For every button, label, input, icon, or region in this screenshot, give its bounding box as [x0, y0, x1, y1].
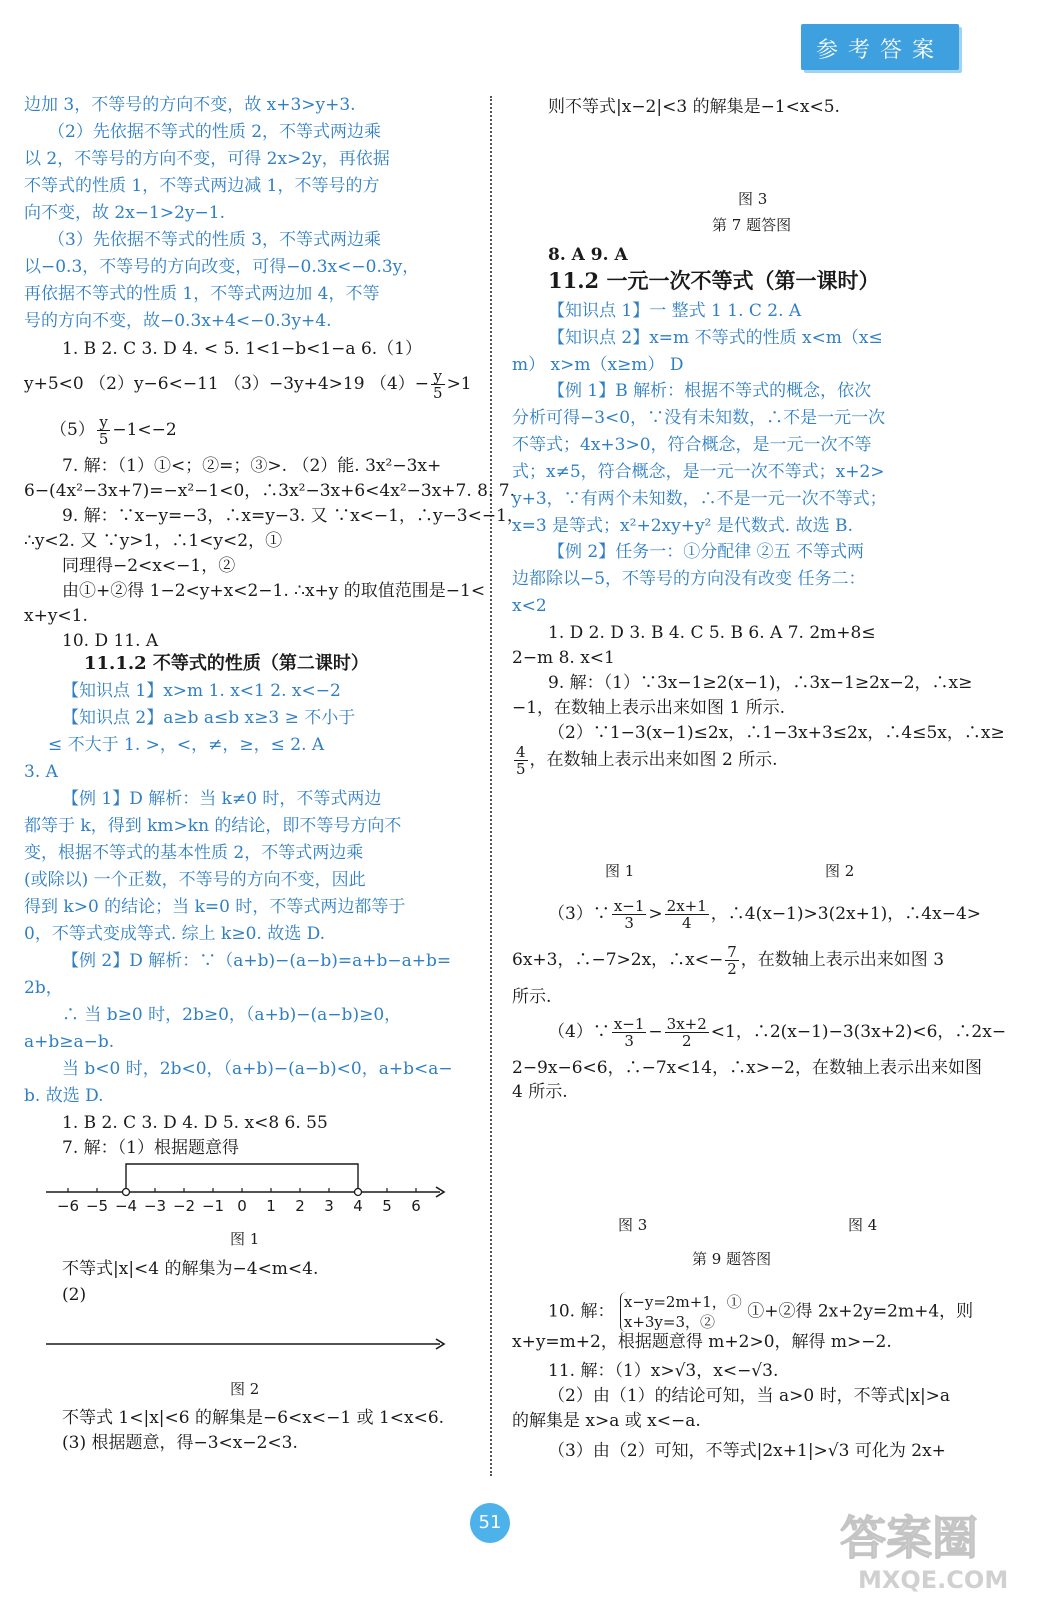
answer-line: 9. 解：（1）∵3x−1≥2(x−1)，∴3x−1≥2x−2，∴x≥: [548, 673, 973, 693]
figure-caption: 第 7 题答图: [712, 216, 792, 234]
text-line: 0，不等式变成等式. 综上 k≥0. 故选 D.: [24, 924, 326, 944]
text-line: 边都除以−5，不等号的方向没有改变 任务二：: [512, 569, 866, 589]
fraction: $\frac{x-1}{3}$: [613, 1015, 645, 1050]
answer-line: 2−9x−6<6，∴−7x<14，∴x>−2，在数轴上表示出来如图: [512, 1058, 982, 1078]
number-line: [552, 118, 952, 180]
tick-label: −3: [143, 1197, 167, 1215]
section-heading: 11.2 一元一次不等式（第一课时）: [548, 268, 880, 293]
number-line: [520, 790, 720, 860]
answer-line: 8. A 9. A: [548, 245, 628, 265]
text-line: 号的方向不变，故−0.3x+4<−0.3y+4.: [24, 311, 332, 331]
answer-line: 10. D 11. A: [62, 631, 159, 651]
tick-label: 6: [411, 1197, 421, 1215]
tick-label: 2: [295, 1197, 305, 1215]
section-heading: 11.1.2 不等式的性质（第二课时）: [84, 653, 369, 674]
text-line: 以−0.3，不等号的方向改变，可得−0.3x<−0.3y，: [24, 257, 420, 277]
number-line-9-1: [520, 790, 720, 860]
text-line: x<2: [512, 596, 547, 616]
tick-label-group: [295, 1197, 305, 1215]
figure-caption: 图 1: [230, 1230, 260, 1248]
tick-label: −5: [85, 1197, 109, 1215]
answer-line: 7. 解：（1）根据题意得: [62, 1138, 239, 1158]
answer-line: 由①+②得 1−2<y+x<2−1. ∴x+y 的取值范围是−1<: [62, 581, 486, 601]
column-divider: [490, 96, 492, 1476]
tick-label-group: [237, 1197, 247, 1215]
answer-line: 同理得−2<x<−1，②: [62, 556, 236, 576]
open-dot: [123, 1189, 130, 1196]
fraction: $\frac{2x+1}{4}$: [666, 897, 707, 932]
answer-line: −1，在数轴上表示出来如图 1 所示.: [512, 698, 786, 718]
answer-line: （3）由（2）可知，不等式|2x+1|>√3 可化为 2x+: [548, 1441, 946, 1461]
text-line: 不等式的性质 1，不等式两边减 1，不等号的方: [24, 176, 380, 196]
tick-label: −1: [201, 1197, 225, 1215]
tick-label: 0: [237, 1197, 247, 1215]
answer-line: 1. D 2. D 3. B 4. C 5. B 6. A 7. 2m+8≤: [548, 623, 876, 643]
text-line: 【知识点 1】x>m 1. x<1 2. x<−2: [62, 681, 341, 701]
fraction: $\frac{4}{5}$: [516, 743, 526, 778]
text-line: 2b，: [24, 978, 63, 998]
fraction: $\frac{y}{5}$: [98, 413, 109, 448]
tick-label-group: [144, 1197, 166, 1215]
tick-label-group: [324, 1197, 334, 1215]
watermark-logo: [830, 1496, 1030, 1596]
number-line-figure-1: [46, 1160, 446, 1220]
text-line: 【知识点 2】a≥b a≤b x≥3 ≥ 不小于: [62, 708, 356, 728]
answer-line: x+y<1.: [24, 606, 88, 626]
figure-caption: 图 4: [848, 1216, 878, 1234]
answer-line: (3) 根据题意，得−3<x−2<3.: [62, 1433, 298, 1453]
answer-line: 则不等式|x−2|<3 的解集是−1<x<5.: [548, 97, 840, 117]
number-line-figure-3: [552, 118, 952, 180]
number-line-9-4: [768, 1146, 948, 1206]
text-line: 分析可得−3<0，∵没有未知数，∴不是一元一次: [512, 408, 886, 428]
tick-label-group: [353, 1197, 363, 1215]
answer-line: 6−(4x²−3x+7)=−x²−1<0，∴3x²−3x+6<4x²−3x+7. 8. 7.: [24, 481, 516, 501]
answer-line: （4）∵ $\frac{x-1}{3}$ − $\frac{3x+2}{2}$ <1，∴2(x−1)−3(3x+2)<6，∴2x−: [548, 1015, 1007, 1050]
answer-line: （3）∵ $\frac{x-1}{3}$ > $\frac{2x+1}{4}$ ，∴4(x−1)>3(2x+1)，∴4x−4>: [548, 897, 982, 932]
answer-line: 的解集是 x>a 或 x<−a.: [512, 1411, 701, 1431]
answer-line: (2): [62, 1285, 87, 1305]
tick-label-group: [115, 1197, 137, 1215]
svg-text:答案圈: 答案圈: [840, 1511, 978, 1565]
answer-line: 2−m 8. x<1: [512, 648, 615, 668]
tick-label-group: [411, 1197, 421, 1215]
text-line: 向不变，故 2x−1>2y−1.: [24, 203, 225, 223]
text-line: 得到 k>0 的结论；当 k=0 时，不等式两边都等于: [24, 897, 406, 917]
answer-line: （5） $\frac{y}{5}$ −1<−2: [50, 413, 177, 448]
answer-line: 不等式|x|<4 的解集为−4<m<4.: [62, 1259, 319, 1279]
answer-line: 6x+3，∴−7>2x，∴x<− $\frac{7}{2}$ ，在数轴上表示出来如图 3: [512, 943, 945, 978]
tick-label-group: [202, 1197, 224, 1215]
answer-line: 1. B 2. C 3. D 4. < 5. 1<1−b<1−a 6.（1）: [62, 339, 422, 359]
figure-caption: 图 2: [825, 862, 855, 880]
text-line: x=3 是等式；x²+2xy+y² 是代数式. 故选 B.: [512, 516, 853, 536]
text-line: 【知识点 2】x=m 不等式的性质 x<m（x≤: [548, 328, 883, 348]
text-line: 再依据不等式的性质 1，不等式两边加 4，不等: [24, 284, 380, 304]
number-line: [46, 1160, 446, 1220]
number-line-9-2: [740, 784, 940, 860]
tick-label: −6: [56, 1197, 80, 1215]
answer-line: 9. 解：∵x−y=−3，∴x=y−3. 又 ∵x<−1，∴y−3<−1，: [62, 506, 524, 526]
text-line: 都等于 k，得到 km>kn 的结论，即不等号方向不: [24, 816, 402, 836]
figure-caption: 图 1: [605, 862, 635, 880]
text-line: 边加 3，不等号的方向不变，故 x+3>y+3.: [24, 95, 356, 115]
answer-line: 7. 解：（1）①<；②=；③>. （2）能. 3x²−3x+: [62, 456, 442, 476]
number-line-9-3: [515, 1112, 765, 1204]
answer-line: 4 所示.: [512, 1082, 568, 1102]
fraction: $\frac{7}{2}$: [727, 943, 737, 978]
tick-label: 3: [324, 1197, 334, 1215]
number-line: [740, 784, 940, 860]
page-number: 51: [470, 1503, 510, 1543]
tick-label: 1: [266, 1197, 276, 1215]
text-line: 【例 1】D 解析：当 k≠0 时，不等式两边: [62, 789, 382, 809]
tick-label-group: [266, 1197, 276, 1215]
text-line: 【例 1】B 解析：根据不等式的概念，依次: [548, 381, 872, 401]
answer-line: $\frac{4}{5}$ ，在数轴上表示出来如图 2 所示.: [516, 743, 778, 778]
text-line: （2）先依据不等式的性质 2，不等式两边乘: [48, 122, 382, 142]
number-line: [515, 1112, 765, 1204]
fraction: $\frac{y}{5}$: [433, 367, 443, 402]
svg-text:MXQE.COM: MXQE.COM: [858, 1566, 1009, 1594]
fraction: $\frac{x-1}{3}$: [613, 897, 645, 932]
number-line: [46, 1312, 446, 1372]
text-line: m） x>m（x≥m） D: [512, 355, 684, 375]
figure-caption: 图 3: [738, 190, 768, 208]
text-line: 以 2，不等号的方向不变，可得 2x>2y，再依据: [24, 149, 390, 169]
answer-key-badge: 参考答案: [801, 24, 959, 70]
tick-label-group: [382, 1197, 392, 1215]
text-line: ≤ 不大于 1. >，<，≠，≥，≤ 2. A: [48, 735, 325, 755]
equation-system: x−y=2m+1，① x+3y=3，②: [620, 1292, 742, 1332]
text-line: 【知识点 1】一 整式 1 1. C 2. A: [548, 301, 802, 321]
tick-label-group: [86, 1197, 108, 1215]
figure-caption: 图 2: [230, 1380, 260, 1398]
text-line: 【例 2】D 解析：∵（a+b)−(a−b)=a+b−a+b=: [62, 951, 452, 971]
tick-label: −4: [114, 1197, 138, 1215]
answer-line: x+y=m+2，根据题意得 m+2>0，解得 m>−2.: [512, 1332, 892, 1352]
answer-line: 1. B 2. C 3. D 4. D 5. x<8 6. 55: [62, 1113, 328, 1133]
tick-label: −2: [172, 1197, 196, 1215]
answer-line: 不等式 1<|x|<6 的解集是−6<x<−1 或 1<x<6.: [62, 1408, 445, 1428]
text-line: (或除以) 一个正数，不等号的方向不变，因此: [24, 870, 366, 890]
answer-line: （2）由（1）的结论可知，当 a>0 时，不等式|x|>a: [548, 1386, 951, 1406]
answer-line: 10. 解： x−y=2m+1，① x+3y=3，② ①+②得 2x+2y=2m+4，则: [548, 1293, 974, 1331]
open-dot: [355, 1189, 362, 1196]
fraction: $\frac{3x+2}{2}$: [666, 1015, 707, 1050]
solution-bracket: [126, 1164, 358, 1192]
figure-caption: 第 9 题答图: [692, 1250, 772, 1268]
answer-line: （2）∵1−3(x−1)≤2x，∴1−3x+3≤2x，∴4≤5x，∴x≥: [548, 723, 1005, 743]
answer-line: y+5<0 （2）y−6<−11 （3）−3y+4>19 （4）− $\frac{y}{5}$ >1: [24, 367, 472, 402]
text-line: 不等式；4x+3>0，符合概念，是一元一次不等: [512, 435, 872, 455]
answer-line: 所示.: [512, 987, 552, 1007]
tick-label-group: [57, 1197, 79, 1215]
answer-line: ∴y<2. 又 ∵y>1，∴1<y<2，①: [24, 531, 283, 551]
answer-line: 11. 解：（1）x>√3，x<−√3.: [548, 1361, 779, 1381]
figure-caption: 图 3: [618, 1216, 648, 1234]
number-line-figure-2: [46, 1312, 446, 1372]
text-line: b. 故选 D.: [24, 1086, 104, 1106]
tick-label: 4: [353, 1197, 363, 1215]
number-line: [768, 1146, 948, 1206]
tick-label-group: [173, 1197, 195, 1215]
text-line: ∴ 当 b≥0 时，2b≥0，（a+b)−(a−b)≥0，: [62, 1005, 402, 1025]
text-line: 当 b<0 时，2b<0，（a+b)−(a−b)<0，a+b<a−: [62, 1059, 453, 1079]
text-line: 【例 2】任务一：①分配律 ②五 不等式两: [548, 542, 865, 562]
text-line: 式；x≠5，符合概念，是一元一次不等式；x+2>: [512, 462, 885, 482]
text-line: 变，根据不等式的基本性质 2，不等式两边乘: [24, 843, 364, 863]
text-line: a+b≥a−b.: [24, 1032, 115, 1052]
text-line: （3）先依据不等式的性质 3，不等式两边乘: [48, 230, 382, 250]
tick-label: 5: [382, 1197, 392, 1215]
text-line: 3. A: [24, 762, 58, 782]
text-line: y+3，∵有两个未知数，∴不是一元一次不等式；: [512, 489, 887, 509]
